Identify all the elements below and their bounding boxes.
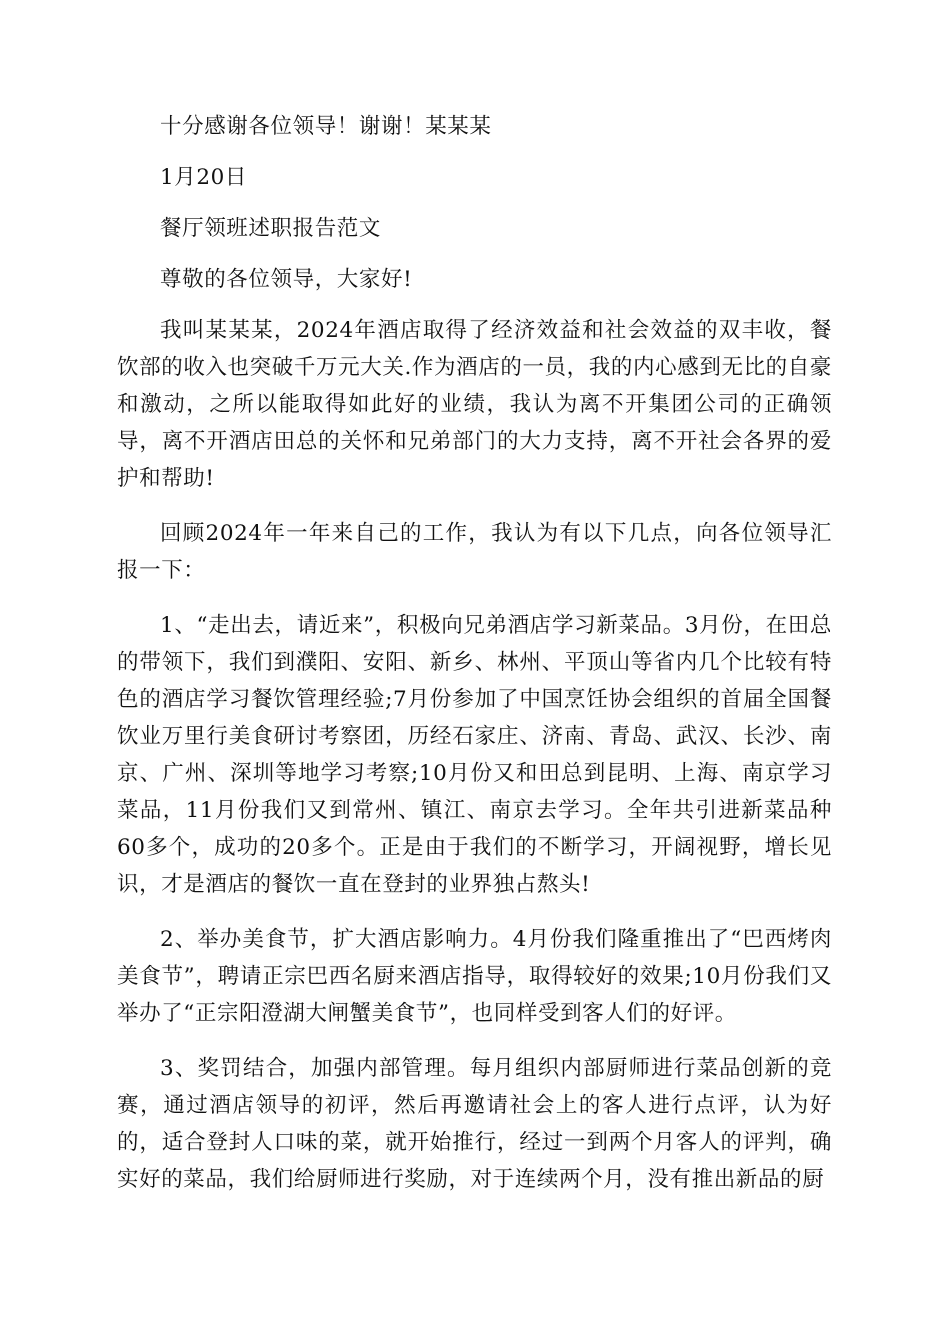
paragraph-point-3: 3、奖罚结合，加强内部管理。每月组织内部厨师进行菜品创新的竞赛，通过酒店领导的初评，然后再邀请社会上的客人进行点评，认为好的，适合登封人口味的菜，就开始推行，经过一到两个月客人的评判，确实好的菜品，我们给厨师进行奖励，对于连续两个月，没有推出新品的厨 (117, 1056, 832, 1192)
date-line: 1月20日 (160, 165, 248, 190)
document-body (117, 108, 832, 1216)
paragraph-point-1: 1、“走出去，请近来”，积极向兄弟酒店学习新菜品。3月份，在田总的带领下，我们到濮阳、安阳、新乡、林州、平顶山等省内几个比较有特色的酒店学习餐饮管理经验;7月份参加了中国烹饪协会组织的首届全国餐饮业万里行美食研讨考察团，历经石家庄、济南、青岛、武汉、长沙、南京、广州、深圳等地学习考察;10月份又和田总到昆明、上海、南京学习菜品，11月份我们又到常州、镇江、南京去学习。全年共引进新菜品种60多个，成功的20多个。正是由于我们的不断学习，开阔视野，增长见识，才是酒店的餐饮一直在登封的业界独占熬头! (117, 613, 832, 897)
closing-line: 十分感谢各位领导！谢谢！某某某 (160, 114, 492, 139)
greeting-line: 尊敬的各位领导，大家好! (160, 267, 413, 292)
paragraph-point-2: 2、举办美食节，扩大酒店影响力。4月份我们隆重推出了“巴西烤肉美食节”，聘请正宗巴西名厨来酒店指导，取得较好的效果;10月份我们又举办了“正宗阳澄湖大闸蟹美食节”，也同样受到客人们的好评。 (117, 927, 832, 1026)
document-title: 餐厅领班述职报告范文 (160, 216, 382, 241)
paragraph-intro: 我叫某某某，2024年酒店取得了经济效益和社会效益的双丰收，餐饮部的收入也突破千万元大关.作为酒店的一员，我的内心感到无比的自豪和激动，之所以能取得如此好的业绩，我认为离不开集团公司的正确领导，离不开酒店田总的关怀和兄弟部门的大力支持，离不开社会各界的爱护和帮助! (117, 318, 832, 491)
paragraph-review: 回顾2024年一年来自己的工作，我认为有以下几点，向各位领导汇报一下： (117, 521, 832, 583)
